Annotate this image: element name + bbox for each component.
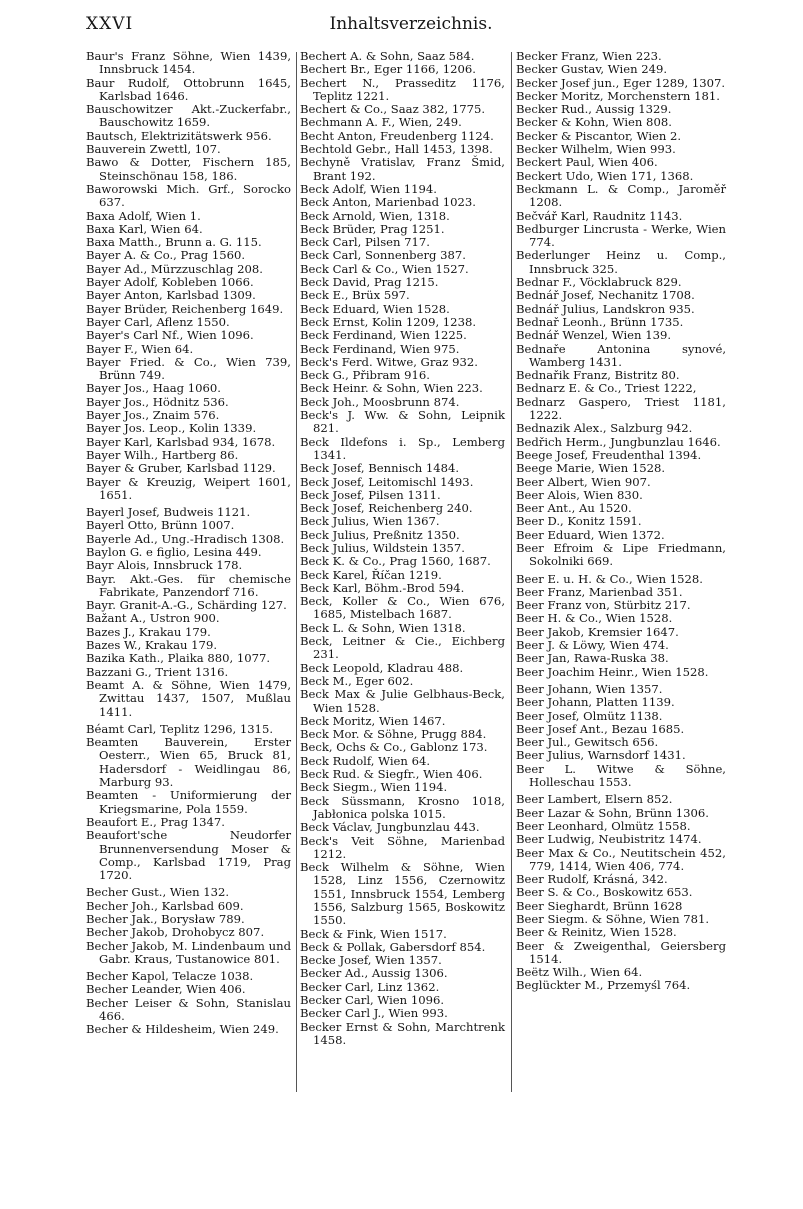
page-header: [86, 14, 736, 36]
index-entry: Beer Franz, Marienbad 351.: [516, 584, 683, 599]
index-entry: Bayer Adolf, Kobleben 1066.: [86, 275, 254, 290]
index-entry: Baxa Matth., Brunn a. G. 115.: [86, 235, 262, 250]
index-entry: Beck K. & Co., Prag 1560, 1687.: [300, 554, 491, 569]
index-entry: Beer Leonhard, Olmütz 1558.: [516, 818, 691, 833]
index-entry: Bednař Leonh., Brünn 1735.: [516, 314, 684, 329]
index-entry: Beer Ludwig, Neubistritz 1474.: [516, 832, 702, 847]
index-entry: Beer H. & Co., Wien 1528.: [516, 611, 673, 626]
index-entry: Beck, Koller & Co., Wien 676, 1685, Mistelbach 1687.: [300, 594, 505, 622]
index-entry: Beer Albert, Wien 907.: [516, 474, 651, 489]
index-entry: Beck Wilhelm & Söhne, Wien 1528, Linz 1556, Czernowitz 1551, Innsbruck 1554, Lemberg 1556, Salzburg 1565, Boskowitz 1550.: [300, 860, 505, 928]
index-entry: Bednář Julius, Landskron 935.: [516, 301, 695, 316]
index-entry: Beck G., Přibram 916.: [300, 368, 430, 383]
index-entry: Becker Wilhelm, Wien 993.: [516, 142, 676, 157]
index-entry: Beckert Udo, Wien 171, 1368.: [516, 168, 694, 183]
index-entry: Becker Carl J., Wien 993.: [300, 1006, 448, 1021]
index-entry: Beck Heinr. & Sohn, Wien 223.: [300, 381, 483, 396]
index-entry: Beer Jan, Rawa-Ruska 38.: [516, 651, 669, 666]
index-entry: Beck E., Brüx 597.: [300, 288, 410, 303]
index-entry: Becker Josef jun., Eger 1289, 1307.: [516, 75, 726, 90]
index-entry: Bechtold Gebr., Hall 1453, 1398.: [300, 142, 493, 157]
index-entry: Beck Moritz, Wien 1467.: [300, 713, 446, 728]
index-entry: Bažant A., Ustron 900.: [86, 611, 220, 626]
index-entry: Beer Alois, Wien 830.: [516, 487, 643, 502]
index-entry: Baxa Karl, Wien 64.: [86, 221, 203, 236]
index-entry: Beck Leopold, Kladrau 488.: [300, 660, 464, 675]
index-entry: Beer Eduard, Wien 1372.: [516, 527, 665, 542]
index-entry: Bayer & Kreuzig, Weipert 1601, 1651.: [86, 474, 291, 502]
index-entry: Beck Süssmann, Krosno 1018, Jabłonica polska 1015.: [300, 793, 505, 821]
index-entry: Beer Efroim & Lipe Friedmann, Sokolniki 669.: [516, 540, 726, 569]
index-entry: Becher Jakob, Drohobycz 807.: [86, 925, 265, 940]
index-entry: Bayr. Granit-A.-G., Schärding 127.: [86, 598, 287, 613]
index-entry: Bayer A. & Co., Prag 1560.: [86, 248, 246, 263]
index-entry: Beck Josef, Leitomischl 1493.: [300, 474, 474, 489]
index-entry: Beck Ferdinand, Wien 1225.: [300, 328, 467, 343]
index-entry: Beck & Fink, Wien 1517.: [300, 926, 447, 941]
index-entry: Becher Leiser & Sohn, Stanislau 466.: [86, 995, 291, 1024]
index-entry: Bayer Fried. & Co., Wien 739, Brünn 749.: [86, 354, 291, 383]
index-entry: Beck Karel, Říčan 1219.: [300, 567, 442, 582]
index-entry: Becher Gust., Wien 132.: [86, 885, 230, 900]
index-entry: Beer Johann, Platten 1139.: [516, 695, 675, 710]
index-entry: Becher Jak., Borysław 789.: [86, 912, 245, 926]
index-entry: Beer Sieghardt, Brünn 1628: [516, 898, 683, 913]
index-entry: Beck Václav, Jungbunzlau 443.: [300, 820, 480, 835]
index-entry: Beck, Leitner & Cie., Eichberg 231.: [300, 634, 505, 662]
index-entry: Beck L. & Sohn, Wien 1318.: [300, 620, 466, 635]
index-entry: Bayer's Carl Nf., Wien 1096.: [86, 328, 254, 343]
index-entry: Beck Joh., Moosbrunn 874.: [300, 394, 460, 409]
index-entry: Becker Ad., Aussig 1306.: [300, 966, 448, 981]
index-entry: Beck Josef, Bennisch 1484.: [300, 461, 460, 476]
column-divider: [296, 52, 297, 1092]
index-entry: Beck Brüder, Prag 1251.: [300, 221, 445, 236]
index-entry: Beer Julius, Warnsdorf 1431.: [516, 748, 686, 763]
index-entry: Becher Jakob, M. Lindenbaum und Gabr. Kraus, Tustanowice 801.: [86, 938, 291, 966]
index-entry: Beer Rudolf, Krásná, 342.: [516, 872, 668, 887]
index-entry: Bednář Wenzel, Wien 139.: [516, 328, 672, 343]
index-entry: Bayer & Gruber, Karlsbad 1129.: [86, 461, 276, 476]
index-entry: Bayer Jos., Hödnitz 536.: [86, 394, 229, 409]
index-entry: Becker Moritz, Morchenstern 181.: [516, 88, 720, 103]
index-entry: Bechert N., Prasseditz 1176, Teplitz 1221.: [300, 75, 505, 103]
index-entry: Beck Anton, Marienbad 1023.: [300, 195, 476, 210]
index-entry: Beck Josef, Pilsen 1311.: [300, 487, 441, 502]
index-entry: Becher Joh., Karlsbad 609.: [86, 898, 244, 913]
index-entry: Beck Josef, Reichenberg 240.: [300, 501, 473, 516]
index-entry: Beck Julius, Wien 1367.: [300, 514, 440, 529]
index-entry: Beck M., Eger 602.: [300, 673, 414, 688]
index-entry: Beëtz Wilh., Wien 64.: [516, 965, 643, 980]
index-entry: Beck Mor. & Söhne, Prugg 884.: [300, 727, 487, 742]
index-column-3: [516, 50, 726, 993]
index-entry: Bedburger Lincrusta - Werke, Wien 774.: [516, 221, 726, 250]
index-entry: Beck Eduard, Wien 1528.: [300, 301, 450, 316]
index-entry: Bazes J., Krakau 179.: [86, 624, 211, 639]
index-entry: Beer Jakob, Kremsier 1647.: [516, 624, 679, 639]
index-entry: Beck Karl, Böhm.-Brod 594.: [300, 580, 465, 595]
index-entry: Bayer Karl, Karlsbad 934, 1678.: [86, 434, 276, 449]
index-entry: Beer L. Witwe & Söhne, Holleschau 1553.: [516, 761, 726, 790]
index-entry: Beck Julius, Preßnitz 1350.: [300, 527, 460, 542]
index-entry: Beck Carl, Pilsen 717.: [300, 235, 430, 250]
index-entry: Beer J. & Löwy, Wien 474.: [516, 638, 669, 653]
index-entry: Bayer Jos., Znaim 576.: [86, 408, 220, 423]
index-entry: Bechmann A. F., Wien, 249.: [300, 115, 462, 130]
index-entry: Beckmann L. & Comp., Jaroměř 1208.: [516, 181, 726, 210]
index-entry: Becker Franz, Wien 223.: [516, 49, 662, 63]
index-entry: Baylon G. e figlio, Lesina 449.: [86, 544, 262, 559]
index-entry: Beck's Ferd. Witwe, Graz 932.: [300, 354, 478, 369]
index-entry: Bazzani G., Trient 1316.: [86, 664, 229, 679]
index-entry: Beck Arnold, Wien, 1318.: [300, 208, 450, 223]
index-entry: Bayer Jos. Leop., Kolin 1339.: [86, 421, 257, 436]
index-entry: Beer Joachim Heinr., Wien 1528.: [516, 664, 709, 679]
index-entry: Baur Rudolf, Ottobrunn 1645, Karlsbad 1646.: [86, 75, 291, 103]
index-entry: Baur's Franz Söhne, Wien 1439, Innsbruck 1454.: [86, 49, 291, 77]
index-entry: Beck Max & Julie Gelbhaus-Beck, Wien 1528.: [300, 687, 505, 715]
index-entry: Becker & Piscantor, Wien 2.: [516, 128, 682, 143]
index-entry: Bednar F., Vöcklabruck 829.: [516, 275, 682, 290]
index-entry: Bechert A. & Sohn, Saaz 584.: [300, 49, 475, 63]
index-entry: Beer & Reinitz, Wien 1528.: [516, 925, 677, 940]
index-entry: Becker Gustav, Wien 249.: [516, 62, 668, 77]
index-entry: Beer Siegm. & Söhne, Wien 781.: [516, 912, 710, 926]
index-entry: Bednazik Alex., Salzburg 942.: [516, 421, 693, 436]
index-entry: Béamt Carl, Teplitz 1296, 1315.: [86, 721, 274, 736]
index-entry: Beck Siegm., Wien 1194.: [300, 780, 448, 795]
index-entry: Bauschowitzer Akt.-Zuckerfabr., Bauschowitz 1659.: [86, 102, 291, 130]
index-entry: Beege Josef, Freudenthal 1394.: [516, 447, 702, 462]
index-entry: Becke Josef, Wien 1357.: [300, 953, 442, 968]
index-entry: Bayerl Otto, Brünn 1007.: [86, 518, 235, 533]
index-entry: Beck, Ochs & Co., Gablonz 173.: [300, 740, 488, 755]
index-entry: Bednaře Antonina synové, Wamberg 1431.: [516, 341, 726, 369]
index-entry: Bayer F., Wien 64.: [86, 341, 194, 356]
index-entry: Beer Max & Co., Neutitschein 452, 779, 1414, Wien 406, 774.: [516, 845, 726, 873]
index-entry: Beglückter M., Przemyśl 764.: [516, 978, 691, 993]
index-entry: Beer Jul., Gewitsch 656.: [516, 735, 659, 750]
index-entry: Bayer Ad., Mürzzuschlag 208.: [86, 261, 263, 276]
index-entry: Bechert & Co., Saaz 382, 1775.: [300, 102, 486, 117]
index-entry: Bayr Alois, Innsbruck 178.: [86, 558, 243, 573]
index-entry: Beamten Bauverein, Erster Oesterr., Wien 65, Bruck 81, Hadersdorf - Weidlingau 86, Marburg 93.: [86, 735, 291, 790]
index-entry: Beck Ferdinand, Wien 975.: [300, 341, 460, 356]
index-entry: Becher & Hildesheim, Wien 249.: [86, 1022, 279, 1037]
index-entry: Beck Adolf, Wien 1194.: [300, 181, 437, 196]
index-entry: Bauverein Zwettl, 107.: [86, 142, 221, 157]
index-entry: Beer & Zweigenthal, Geiersberg 1514.: [516, 938, 726, 966]
index-entry: Beck's Veit Söhne, Marienbad 1212.: [300, 833, 505, 861]
index-entry: Beer Josef, Olmütz 1138.: [516, 708, 663, 723]
index-entry: Bayer Brüder, Reichenberg 1649.: [86, 301, 284, 316]
index-entry: Beck Ildefons i. Sp., Lemberg 1341.: [300, 434, 505, 462]
index-entry: Bayer Jos., Haag 1060.: [86, 381, 221, 396]
index-entry: Bayr. Akt.-Ges. für chemische Fabrikate, Panzendorf 716.: [86, 571, 291, 599]
index-entry: Beer D., Konitz 1591.: [516, 514, 642, 529]
index-entry: Bedřich Herm., Jungbunzlau 1646.: [516, 434, 721, 449]
index-entry: Beer Franz von, Stürbitz 217.: [516, 598, 691, 613]
index-entry: Beck Carl & Co., Wien 1527.: [300, 261, 469, 276]
index-entry: Bazika Kath., Plaika 880, 1077.: [86, 651, 271, 666]
index-entry: Becher Leander, Wien 406.: [86, 982, 246, 997]
index-entry: Beer Lazar & Sohn, Brünn 1306.: [516, 805, 709, 820]
index-entry: Bayerle Ad., Ung.-Hradisch 1308.: [86, 531, 285, 546]
index-entry: Beamten - Uniformierung der Kriegsmarine, Pola 1559.: [86, 788, 291, 816]
index-entry: Beaufort E., Prag 1347.: [86, 814, 225, 829]
index-entry: Beer Johann, Wien 1357.: [516, 681, 663, 696]
index-entry: Bechert Br., Eger 1166, 1206.: [300, 62, 476, 77]
index-entry: Baworowski Mich. Grf., Sorocko 637.: [86, 181, 291, 210]
index-entry: Bednarz Gaspero, Triest 1181, 1222.: [516, 394, 726, 423]
index-column-2: [300, 50, 505, 1047]
index-entry: Beck Julius, Wildstein 1357.: [300, 540, 465, 555]
page-number: XXVI: [86, 14, 134, 34]
index-entry: Becker Carl, Wien 1096.: [300, 993, 445, 1008]
index-entry: Bautsch, Elektrizitätswerk 956.: [86, 128, 272, 143]
index-entry: Becker Carl, Linz 1362.: [300, 979, 440, 994]
column-divider: [511, 52, 512, 1092]
index-entry: Beaufort'sche Neudorfer Brunnenversendung Moser & Comp., Karlsbad 1719, Prag 1720.: [86, 828, 291, 883]
index-entry: Beer S. & Co., Boskowitz 653.: [516, 885, 693, 900]
page-title: Inhaltsverzeichnis.: [329, 14, 493, 34]
index-entry: Bednařik Franz, Bistritz 80.: [516, 368, 680, 383]
index-entry: Beck & Pollak, Gabersdorf 854.: [300, 939, 486, 954]
index-entry: Bayer Wilh., Hartberg 86.: [86, 447, 239, 462]
index-entry: Beck's J. Ww. & Sohn, Leipnik 821.: [300, 408, 505, 436]
index-entry: Beer Josef Ant., Bezau 1685.: [516, 721, 685, 736]
index-entry: Bayer Carl, Aflenz 1550.: [86, 314, 230, 329]
index-entry: Bayerl Josef, Budweis 1121.: [86, 505, 251, 520]
index-entry: Beer Lambert, Elsern 852.: [516, 792, 673, 807]
index-column-1: [86, 50, 291, 1037]
index-entry: Bednarz E. & Co., Triest 1222,: [516, 381, 697, 396]
index-entry: Beer E. u. H. & Co., Wien 1528.: [516, 571, 703, 586]
index-entry: Beck David, Prag 1215.: [300, 275, 439, 290]
index-entry: Beamt A. & Söhne, Wien 1479, Zwittau 1437, 1507, Mußlau 1411.: [86, 677, 291, 719]
index-entry: Becker Rud., Aussig 1329.: [516, 102, 672, 117]
index-entry: Becht Anton, Freudenberg 1124.: [300, 128, 494, 143]
index-entry: Bazes W., Krakau 179.: [86, 638, 218, 653]
index-entry: Beer Ant., Au 1520.: [516, 501, 632, 516]
index-entry: Beckert Paul, Wien 406.: [516, 155, 658, 170]
index-entry: Bechyně Vratislav, Franz Šmid, Brant 192.: [300, 155, 505, 183]
index-entry: Bednář Josef, Nechanitz 1708.: [516, 288, 695, 303]
index-entry: Bawo & Dotter, Fischern 185, Steinschönau 158, 186.: [86, 155, 291, 183]
index-entry: Beck Rudolf, Wien 64.: [300, 753, 431, 768]
index-entry: Beck Ernst, Kolin 1209, 1238.: [300, 314, 477, 329]
index-entry: Becher Kapol, Telacze 1038.: [86, 969, 254, 984]
index-entry: Becker & Kohn, Wien 808.: [516, 115, 672, 130]
index-entry: Beege Marie, Wien 1528.: [516, 461, 666, 476]
index-entry: Becker Ernst & Sohn, Marchtrenk 1458.: [300, 1019, 505, 1047]
index-entry: Bederlunger Heinz u. Comp., Innsbruck 325.: [516, 248, 726, 276]
index-entry: Baxa Adolf, Wien 1.: [86, 208, 201, 223]
index-entry: Bayer Anton, Karlsbad 1309.: [86, 288, 256, 303]
index-entry: Bečvář Karl, Raudnitz 1143.: [516, 208, 683, 223]
index-entry: Beck Carl, Sonnenberg 387.: [300, 248, 466, 263]
index-entry: Beck Rud. & Siegfr., Wien 406.: [300, 767, 483, 782]
